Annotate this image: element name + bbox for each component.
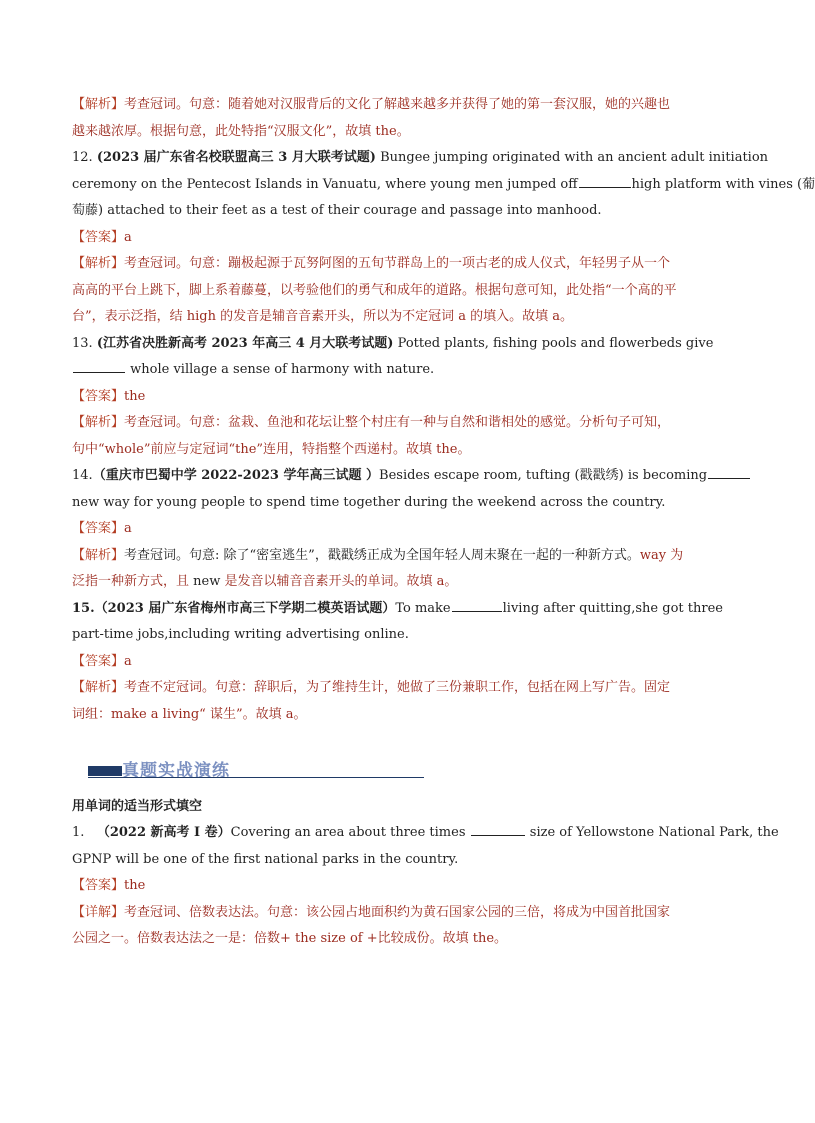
- question-text: Bungee jumping originated with an ancient adult initiation: [375, 150, 769, 165]
- question-source: （2022 新高考 I 卷）: [96, 825, 231, 840]
- answer-tag: 【答案】: [72, 521, 125, 536]
- question-number: 15.: [72, 600, 95, 616]
- answer-value: a: [124, 521, 132, 536]
- question-source: （2023 届广东省梅州市高三下学期二模英语试题）: [94, 600, 396, 616]
- analysis-tag: 【解析】: [72, 256, 125, 271]
- question-text: GPNP will be one of the first national parks in the country.: [72, 851, 459, 867]
- question-1-line: [72, 820, 779, 847]
- analysis-text: new: [193, 574, 221, 589]
- answer-blank[interactable]: [73, 360, 125, 373]
- section-title: 真题实战演练: [122, 761, 230, 781]
- question-15-line: [72, 596, 722, 623]
- answer-line: [72, 516, 722, 543]
- analysis-text: way 为: [639, 547, 684, 563]
- answer-tag: 【答案】: [72, 229, 125, 245]
- analysis-text: 词组：make a living“ 谋生”。故填 a。: [72, 706, 307, 722]
- answer-blank[interactable]: [708, 466, 750, 479]
- question-12-line: [72, 172, 815, 199]
- question-text: part-time jobs,including writing advertising online.: [72, 627, 409, 642]
- answer-tag: 【答案】: [72, 653, 125, 669]
- question-text: 萄藤) attached to their feet as a test of their courage and passage into manhood.: [72, 203, 602, 218]
- analysis-text: 公园之一。倍数表达法之一是：倍数+ the size of +比较成份。故填 the。: [72, 931, 508, 946]
- question-text: high platform with vines (葡: [631, 176, 815, 192]
- analysis-line: [72, 675, 722, 702]
- analysis-tag: 【解析】: [72, 415, 125, 430]
- answer-line: [72, 649, 722, 676]
- analysis-text: 考查不定冠词。句意：辞职后，为了维持生计，她做了三份兼职工作，包括在网上写广告。固定: [124, 680, 671, 695]
- analysis-text: 高高的平台上跳下，脚上系着藤蔓，以考验他们的勇气和成年的道路。根据句意可知，此处指“一个高的平: [72, 282, 677, 298]
- question-text: ceremony on the Pentecost Islands in Vanuatu, where young men jumped off: [72, 176, 578, 192]
- answer-line: [72, 225, 722, 252]
- answer-line: [72, 873, 722, 900]
- analysis-text: 考查冠词。句意：盆栽、鱼池和花坛让整个村庄有一种与自然和谐相处的感觉。分析句子可知，: [124, 415, 671, 430]
- analysis-text: 句中“whole”前应与定冠词“the”连用，特指整个西递村。故填 the。: [72, 441, 471, 457]
- question-number: 1.: [72, 825, 85, 840]
- section-header: [72, 756, 722, 786]
- analysis-text: 泛指一种新方式，且: [72, 574, 194, 589]
- analysis-tag: 【解析】: [72, 97, 125, 112]
- document-page: [72, 92, 815, 953]
- answer-value: a: [124, 653, 132, 669]
- answer-blank[interactable]: [579, 175, 631, 188]
- question-text: new way for young people to spend time together during the weekend across the country.: [72, 494, 666, 510]
- question-text: whole village a sense of harmony with nature.: [126, 362, 435, 377]
- analysis-line: [72, 900, 722, 927]
- analysis-tag: 【解析】: [72, 547, 125, 563]
- question-text: size of Yellowstone National Park, the: [525, 825, 779, 840]
- analysis-tag: 【解析】: [72, 680, 125, 695]
- analysis-line: [72, 569, 722, 596]
- question-number: 13.: [72, 335, 93, 351]
- answer-value: a: [124, 229, 132, 245]
- analysis-text: 考查冠词。句意: 除了“密室逃生”，戳戳绣正成为全国年轻人周末聚在一起的一种新方式。: [124, 547, 640, 563]
- answer-blank[interactable]: [471, 823, 525, 836]
- section-bar-icon: [88, 766, 122, 776]
- question-text: Besides escape room, tufting (戳戳绣) is becoming: [379, 468, 708, 483]
- question-14-line: [72, 463, 722, 490]
- question-text: living after quitting,she got three: [502, 600, 723, 616]
- question-text: To make: [395, 600, 451, 616]
- question-source: (江苏省决胜新高考 2023 年高三 4 月大联考试题): [96, 335, 394, 351]
- question-12-line: [72, 145, 769, 172]
- detail-tag: 【详解】: [72, 904, 125, 920]
- analysis-line: [72, 410, 722, 437]
- analysis-text: 考查冠词、倍数表达法。句意：该公园占地面积约为黄石国家公园的三倍，将成为中国首批国家: [124, 904, 671, 920]
- analysis-text: 考查冠词。句意：蹦极起源于瓦努阿图的五旬节群岛上的一项古老的成人仪式，年轻男子从一个: [124, 256, 671, 271]
- answer-value: the: [124, 878, 146, 893]
- question-number: 14.: [72, 468, 93, 483]
- question-text: Covering an area about three times: [230, 825, 470, 840]
- analysis-text: 是发音以辅音音素开头的单词。故填 a。: [220, 574, 458, 589]
- analysis-text: 越来越浓厚。根据句意，此处特指“汉服文化”，故填 the。: [72, 123, 410, 139]
- answer-tag: 【答案】: [72, 388, 125, 404]
- instruction-heading: 用单词的适当形式填空: [72, 799, 203, 814]
- analysis-text: 考查冠词。句意：随着她对汉服背后的文化了解越来越多并获得了她的第一套汉服，她的兴趣也: [124, 97, 671, 112]
- question-text: Potted plants, fishing pools and flowerbeds give: [393, 335, 714, 351]
- question-13-line: [72, 357, 722, 384]
- question-13-line: [72, 331, 722, 358]
- question-source: (2023 届广东省名校联盟高三 3 月大联考试题): [96, 150, 376, 165]
- answer-value: the: [124, 388, 146, 404]
- answer-tag: 【答案】: [72, 878, 125, 893]
- question-number: 12.: [72, 150, 93, 165]
- analysis-text: 台”，表示泛指，结 high 的发音是辅音音素开头，所以为不定冠词 a 的填入。故填 a。: [72, 309, 574, 324]
- section-divider: [88, 777, 424, 778]
- analysis-line: [72, 92, 722, 119]
- answer-line: [72, 384, 722, 411]
- analysis-line: [72, 543, 722, 570]
- analysis-line: [72, 251, 722, 278]
- question-source: （重庆市巴蜀中学 2022-2023 学年高三试题 ）: [92, 468, 380, 483]
- answer-blank[interactable]: [452, 599, 502, 612]
